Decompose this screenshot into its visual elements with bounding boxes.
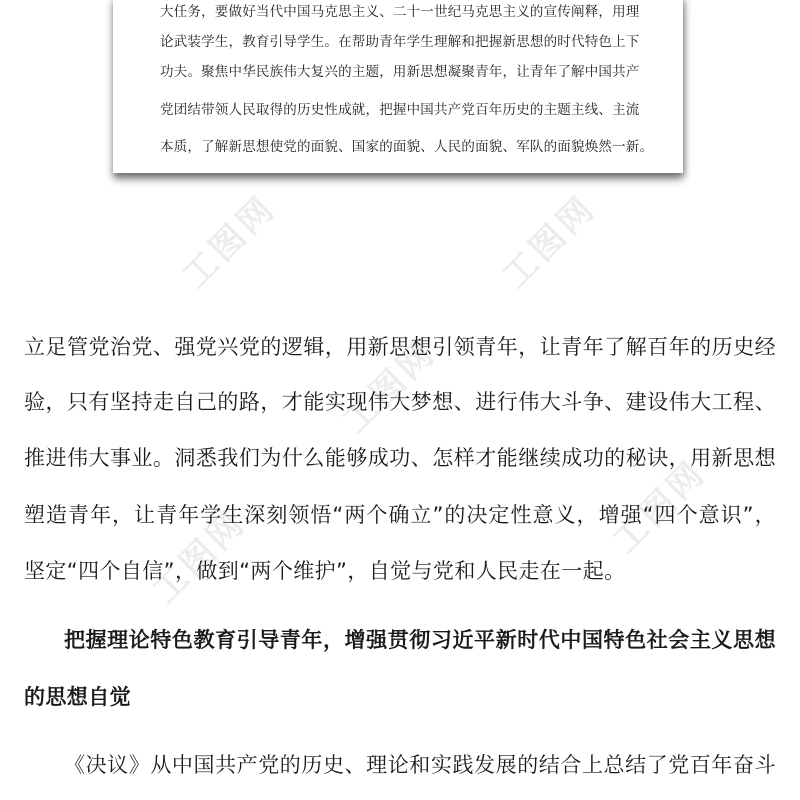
document-card: [113, 0, 683, 173]
card-text-line: 本质，了解新思想使党的面貌、国家的面貌、人民的面貌、军队的面貌焕然一新。: [160, 139, 654, 155]
watermark-logo: 工图网: [175, 187, 284, 297]
card-text-line: 大任务，要做好当代中国马克思主义、二十一世纪马克思主义的宣传阐释，用理: [160, 4, 640, 20]
paragraph-line: 坚定“四个自信”，做到“两个维护”，自觉与党和人民走在一起。: [24, 559, 626, 583]
paragraph-line: 立足管党治党、强党兴党的逻辑，用新思想引领青年，让青年了解百年的历史经: [24, 335, 776, 359]
watermark-logo: 工图网: [145, 502, 254, 612]
watermark-logo: 工图网: [605, 452, 714, 562]
card-text-line: 党团结带领人民取得的历史性成就，把握中国共产党百年历史的主题主线、主流: [160, 102, 640, 118]
watermark-logo: 工图网: [335, 332, 444, 442]
paragraph-line: 塑造青年，让青年学生深刻领悟“两个确立”的决定性意义，增强“四个意识”，: [24, 503, 776, 527]
paragraph-line: 验，只有坚持走自己的路，才能实现伟大梦想、进行伟大斗争、建设伟大工程、: [24, 390, 776, 414]
watermark-logo: 工图网: [495, 187, 604, 297]
card-text-line: 论武装学生，教育引导学生。在帮助青年学生理解和把握新思想的时代特色上下: [160, 34, 640, 50]
section-heading: 把握理论特色教育引导青年，增强贯彻习近平新时代中国特色社会主义思想: [64, 628, 776, 652]
paragraph-line: 《决议》从中国共产党的历史、理论和实践发展的结合上总结了党百年奋斗: [64, 753, 776, 777]
card-text-line: 功夫。聚焦中华民族伟大复兴的主题，用新思想凝聚青年，让青年了解中国共产: [160, 64, 640, 80]
section-heading: 的思想自觉: [24, 685, 131, 709]
paragraph-line: 推进伟大事业。洞悉我们为什么能够成功、怎样才能继续成功的秘诀，用新思想: [24, 446, 776, 470]
